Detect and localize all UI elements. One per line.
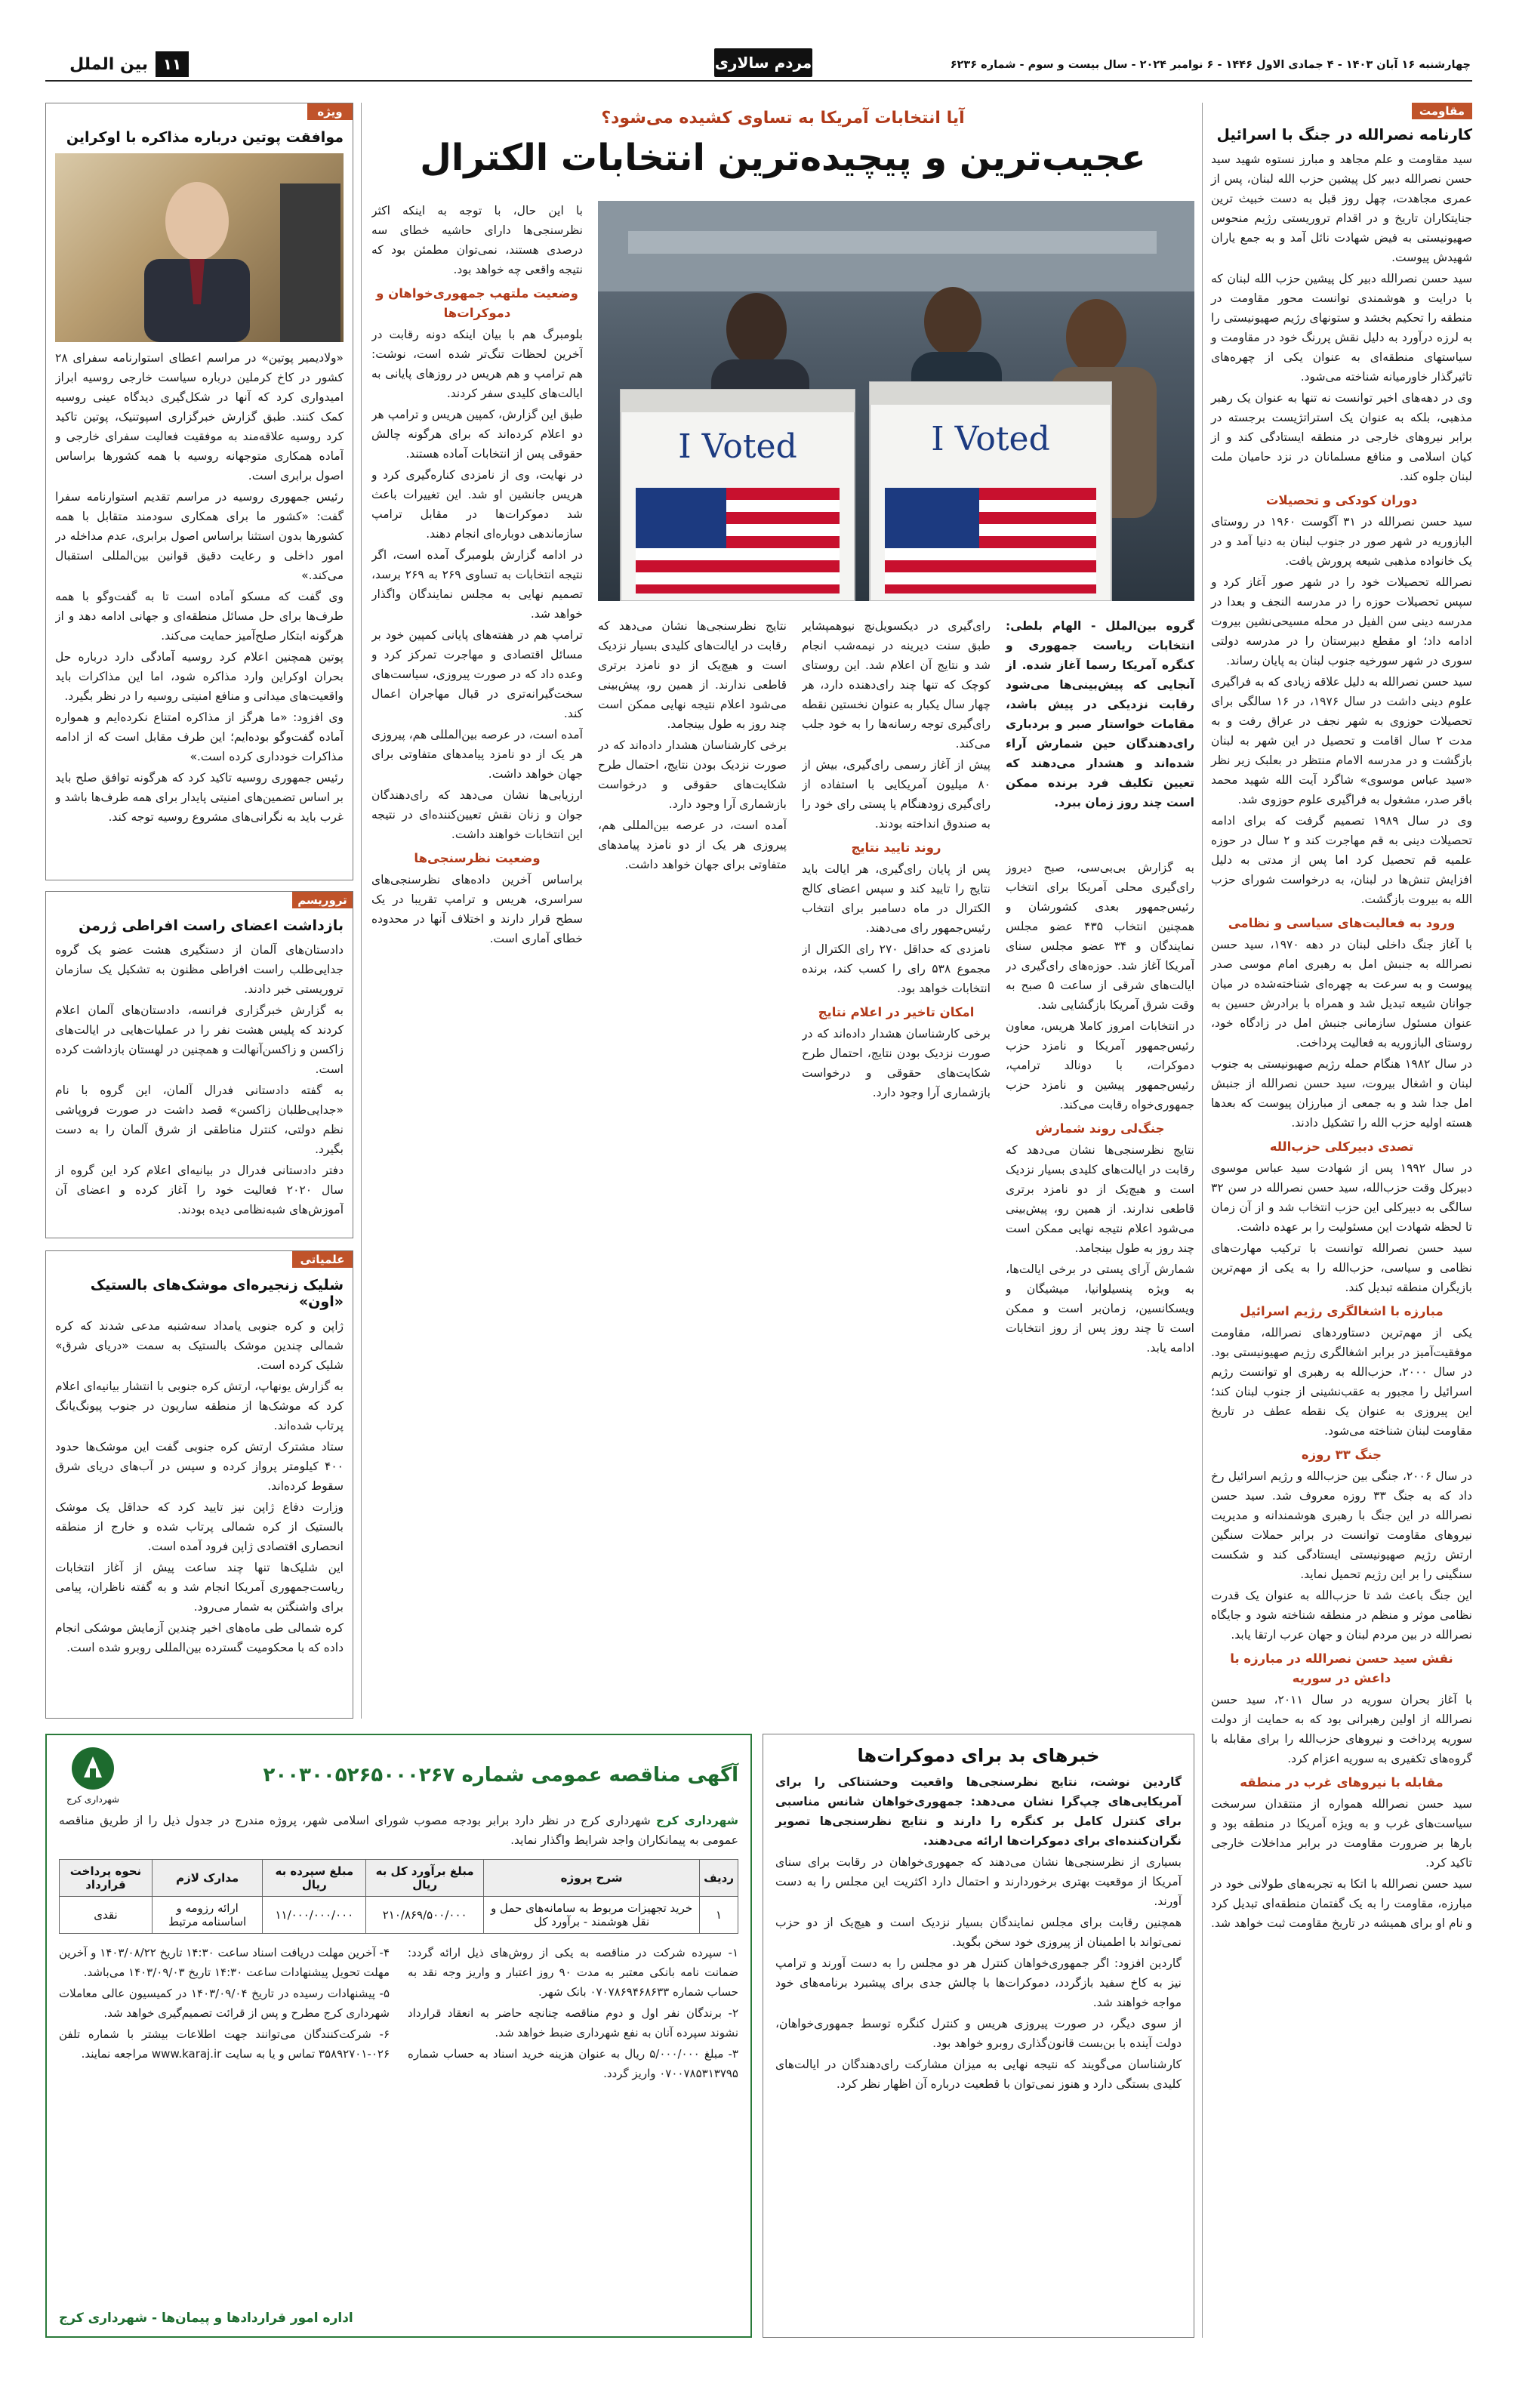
paragraph: «ولادیمیر پوتین» در مراسم اعطای استوارنامه سفرای ۲۸ کشور در کاخ کرملین درباره سیاست خارجی روسیه ابراز امیدواری کرد که آنها در شکل‌گیری دیدگاه عینی روسیه کمک کنند. طبق گزارش خبرگزاری اسپوتنیک، پوتین تاکید کرد روسیه علاقه‌مند به موفقیت فعالیت سفرای خارجی و آماده همکاری متوجهانه روسیه با همه کشورها براساس اصول برابری است. <box>55 351 344 483</box>
section-tag: ویژه <box>307 103 353 120</box>
karaj-logo <box>59 1746 127 1805</box>
tender-title: آگهی مناقصه عمومی شماره ۲۰۰۳۰۰۵۲۶۵۰۰۰۲۶۷ <box>263 1764 738 1787</box>
table-cell: خرید تجهیزات مربوط به سامانه‌های حمل و نقل هوشمند - برآورد کل <box>483 1897 699 1934</box>
tender-notes <box>59 1943 738 2083</box>
paragraph: یکی از مهم‌ترین دستاوردهای نصرالله، مقاومت موفقیت‌آمیز در برابر اشغالگری رژیم صهیونیستی بود. در سال ۲۰۰۰، حزب‌الله به رهبری او توانست رژیم اسرائیل را مجبور به عقب‌نشینی از جنوب لبنان کند؛ این پیروزی به عنوان یک نقطه عطف در تاریخ مقاومت لبنان شناخته می‌شود. <box>1211 1326 1472 1438</box>
paragraph: با آغاز جنگ داخلی لبنان در دهه ۱۹۷۰، سید حسن نصرالله به جنبش امل به رهبری امام موسی صدر پیوست و به سرعت به چهره‌ای شناخته‌شده در میان جوانان شیعه تبدیل شد و همراه با برادرش حسین به عنوان مسئول سازمانی جنبش امل در زادگاه خود، روستای البازوریه به فعالیت پرداخت. <box>1211 938 1472 1050</box>
subheading: جنگ‌لی روند شمارش <box>1035 1121 1165 1136</box>
tender-note: ۲- برندگان نفر اول و دوم مناقصه چنانچه حاضر به انعقاد قرارداد نشوند سپرده آنان به نفع شهرداری ضبط خواهد شد. <box>408 2006 738 2040</box>
subheading: جنگ ۳۳ روزه <box>1301 1448 1382 1462</box>
story-title: بازداشت اعضای راست افراطی ژرمن <box>79 917 344 934</box>
paragraph: پیش از آغاز رسمی رای‌گیری، بیش از ۸۰ میلیون آمریکایی با استفاده از رای‌گیری زودهنگام یا پستی رای خود را به صندوق انداخته بودند. <box>802 758 991 831</box>
subheading: امکان تاخیر در اعلام نتایج <box>818 1005 975 1019</box>
tender-note: ۶- شرکت‌کنندگان می‌توانند جهت اطلاعات بیشتر با شماره تلفن ۰۲۶-۳۵۸۹۲۷۰۱ تماس و یا به سایت www.karaj.ir مراجعه نمایند. <box>59 2027 390 2061</box>
column-header: ردیف <box>700 1860 738 1897</box>
story-title: شلیک زنجیره‌ای موشک‌های بالستیک «اون» <box>90 1277 344 1310</box>
page-number: ۱۱ <box>156 51 189 77</box>
paragraph: به گزارش بی‌بی‌سی، صبح دیروز رای‌گیری محلی آمریکا برای انتخاب رئیس‌جمهور بعدی کشورشان و همچنین انتخاب ۴۳۵ عضو مجلس نمایندگان و ۳۴ عضو مجلس سنای آمریکا آغاز شد. حوزه‌های رای‌گیری در ایالت‌های شرقی از ساعت ۵ صبح به وقت شرق آمریکا بازگشایی شد. <box>1006 861 1194 1012</box>
paragraph: سید حسن نصرالله توانست با ترکیب مهارت‌های نظامی و سیاسی، حزب‌الله را به یکی از مهم‌ترین بازیگران منطقه تبدیل کند. <box>1211 1241 1472 1294</box>
table-cell: ۱ <box>700 1897 738 1934</box>
article-column-d <box>598 616 787 1734</box>
paragraph: این شلیک‌ها تنها چند ساعت پیش از آغاز انتخابات ریاست‌جمهوری آمریکا انجام شد و به گفته ناظران، پیامی برای واشنگتن به شمار می‌رود. <box>55 1561 344 1614</box>
paragraph: شمارش آرای پستی در برخی ایالت‌ها، به ویژه پنسیلوانیا، میشیگان و ویسکانسین، زمان‌بر است و ممکن است تا چند روز پس از روز انتخابات ادامه یابد. <box>1006 1263 1194 1355</box>
paragraph: به گزارش خبرگزاری فرانسه، دادستان‌های آلمان اعلام کردند که پلیس هشت نفر را در عملیات‌هایی در ایالت‌های زاکسن و زاکسن‌آنهالت و همچنین در لهستان بازداشت کرده است. <box>55 1004 344 1076</box>
paragraph: دفتر دادستانی فدرال در بیانیه‌ای اعلام کرد این گروه از سال ۲۰۲۰ فعالیت خود را آغاز کرده و اعضای آن آموزش‌های شبه‌نظامی دیده بودند. <box>55 1164 344 1216</box>
paragraph: آمده است، در عرصه بین‌المللی هم، پیروزی هر یک از دو نامزد پیامدهای متفاوتی برای جهان خواهد داشت. <box>371 728 583 781</box>
paragraph: براساس آخرین داده‌های نظرسنجی‌های سراسری، هریس و ترامپ تقریبا در یک سطح قرار دارند و اختلاف آنها در محدوده خطای آماری است. <box>371 873 583 945</box>
section-name: بین الملل <box>69 54 148 74</box>
paragraph: کارشناسان می‌گویند که نتیجه نهایی به میزان مشارکت رای‌دهندگان در ایالت‌های کلیدی بستگی دارد و هنوز نمی‌توان با قطعیت درباره آن اظهار نظر کرد. <box>775 2058 1182 2091</box>
column-header: مبلغ برآورد کل به ریال <box>366 1860 484 1897</box>
table-cell: ۱۱/۰۰۰/۰۰۰/۰۰۰ <box>263 1897 366 1934</box>
paragraph: به گفته دادستانی فدرال آلمان، این گروه با نام «جدایی‌طلبان زاکسن» قصد داشت در صورت فروپاشی نظم دولتی، کنترل مناطقی از شرق آلمان را به دست بگیرد. <box>55 1084 344 1156</box>
paragraph: وزارت دفاع ژاپن نیز تایید کرد که حداقل یک موشک بالستیک از کره شمالی پرتاب شده و خارج از منطقه انحصاری اقتصادی ژاپن فرود آمده است. <box>55 1500 344 1553</box>
right-column <box>1211 103 1472 2338</box>
subheading: مقابله با نیروهای غرب در منطقه <box>1240 1775 1444 1790</box>
paragraph: در سال ۱۹۹۲ پس از شهادت سید عباس موسوی دبیرکل وقت حزب‌الله، سید حسن نصرالله در سن ۳۲ سالگی به دبیرکلی این حزب انتخاب شد و از آن زمان تا لحظه شهادت این مسئولیت را بر عهده داشت. <box>1211 1161 1472 1234</box>
paragraph: وی در دهه‌های اخیر توانست نه تنها به عنوان یک رهبر مذهبی، بلکه به عنوان یک استراتژیست برجسته در برابر نیروهای خارجی در منطقه ایستادگی کند و از کیان اسلامی و منافع مسلمانان در نزد حامیان ملت لبنان جلوه کند. <box>1211 391 1472 483</box>
table-row <box>60 1897 738 1934</box>
portrait-illustration <box>55 153 344 342</box>
paragraph: برخی کارشناسان هشدار داده‌اند که در صورت نزدیک بودن نتایج، احتمال طرح شکایت‌های حقوقی و درخواست بازشماری آرا وجود دارد. <box>802 1027 991 1099</box>
paragraph: این جنگ باعث شد تا حزب‌الله به عنوان یک قدرت نظامی موثر و منظم در منطقه شناخته شود و جایگاه نصرالله در بین مردم لبنان و جهان عرب ارتقا یابد. <box>1211 1589 1472 1642</box>
section-label <box>45 51 189 77</box>
paragraph: سید مقاومت و علم مجاهد و مبارز نستوه شهید سید حسن نصرالله دبیر کل پیشین حزب الله لبنان، پس از عمری مجاهدت، چهل روز قبل به دست خبیث ترین جنایتکاران تاریخ و در اقدام تروریستی رژیم منحوس صهیونیستی به فیض شهادت نائل آمد و به جمع یاران شهیدش پیوست. <box>1211 153 1472 264</box>
story-body <box>55 348 344 846</box>
tender-note: ۳- مبلغ ۵/۰۰۰/۰۰۰ ریال به عنوان هزینه خرید اسناد به حساب شماره ۰۷۰۰۷۸۵۳۱۳۷۹۵ واریز گردد. <box>408 2047 738 2080</box>
tender-intro <box>59 1811 738 1850</box>
paragraph: نامزدی که حداقل ۲۷۰ رای الکترال از مجموع ۵۳۸ رای را کسب کند، برنده انتخابات خواهد بود. <box>802 942 991 995</box>
tender-ad <box>45 1734 752 2338</box>
story-body <box>1211 150 1472 1933</box>
tender-note: ۴- آخرین مهلت دریافت اسناد ساعت ۱۴:۳۰ تاریخ ۱۴۰۳/۰۸/۲۲ و آخرین مهلت تحویل پیشنهادات ساعت ۱۴:۳۰ تاریخ ۱۴۰۳/۰۹/۰۳ می‌باشد. <box>59 1946 390 1979</box>
box-lead: گاردین نوشت، نتایج نظرسنجی‌ها واقعیت وحشتناکی را برای آمریکایی‌های چپ‌گرا نشان می‌دهد: جمهوری‌خواهان شانس مناسبی برای کنترل کامل بر کنگره را دارند و نتایج نظرسنجی‌ها تصویر نگران‌کننده‌ای برای دموکرات‌ها ارائه می‌دهند. <box>775 1775 1182 1848</box>
masthead <box>0 0 1516 76</box>
paragraph: در انتخابات امروز کاملا هریس، معاون رئیس‌جمهور آمریکا و نامزد حزب دموکرات، با دونالد ترامپ، رئیس‌جمهور پیشین و نامزد حزب جمهوری‌خواه رقابت می‌کند. <box>1006 1019 1194 1112</box>
paragraph: نصرالله تحصیلات خود را در شهر صور آغاز کرد و سپس تحصیلات حوزه را در مدرسه النجف و بعدا در مدرسه دینی سن الفیل در محله مسیحی‌نشین بیروت ادامه داد؛ او مقطع دبیرستان را در مدرسه دولتی سوری در شهر سورخیه جنوب لبنان به پایان رساند. <box>1211 575 1472 668</box>
germany-story <box>45 891 353 1238</box>
paragraph: پوتین همچنین اعلام کرد روسیه آمادگی دارد درباره حل بحران اوکراین وارد مذاکره شود، اما این مذاکرات باید واقعیت‌های میدانی و منافع امنیتی روسیه را در نظر بگیرد. <box>55 650 344 703</box>
lead-paragraph: گروه بین‌الملل - الهام بلطی: انتخابات ریاست جمهوری و کنگره آمریکا رسما آغاز شده. از آنجایی که پیش‌بینی‌ها می‌شود رقابت نزدیکی در پیش باشد، مقامات خواستار صبر و بردباری رای‌دهندگان حین شمارش آراء شده‌اند و هشدار می‌دهند که تعیین تکلیف فرد برنده ممکن است چند روز زمان ببرد. <box>1006 619 1194 809</box>
tender-intro-text: شهرداری کرج در نظر دارد برابر بودجه مصوب شورای اسلامی شهر، پروژه مندرج در جدول ذیل را از طریق مناقصه عمومی به پیمانکاران واجد شرایط واگذار نماید. <box>59 1814 738 1847</box>
logo-caption: شهرداری کرج <box>66 1794 119 1805</box>
democrats-box <box>763 1734 1194 2338</box>
paragraph: نتایج نظرسنجی‌ها نشان می‌دهد که رقابت در ایالت‌های کلیدی بسیار نزدیک است و هیچ‌یک از دو نامزد برتری قاطعی ندارند. از همین رو، پیش‌بینی می‌شود اعلام نتیجه نهایی ممکن است چند روز به طول بینجامد. <box>598 619 787 731</box>
column-header: نحوه پرداخت قرارداد <box>60 1860 153 1897</box>
paragraph: پس از پایان رای‌گیری، هر ایالت باید نتایج را تایید کند و سپس اعضای کالج الکترال در ماه دسامبر برای انتخاب رئیس‌جمهور رای می‌دهند. <box>802 862 991 935</box>
article-column-b <box>802 616 991 1734</box>
subheading: نقش سید حسن نصرالله در مبارزه با داعش در سوریه <box>1230 1651 1453 1685</box>
subheading: تصدی دبیرکلی حزب‌الله <box>1269 1139 1414 1154</box>
north-korea-story <box>45 1250 353 1719</box>
paragraph: سید حسن نصرالله دبیر کل پیشین حزب الله لبنان که با درایت و هوشمندی توانست محور مقاومت در منطقه را تحکیم بخشد و ستونهای رژیم صهیونیستی را به لرزه درآورد به دلیل نقش پررنگ خود در مقاومت و سیاستهای منطقه‌ای به عنوان یکی از چهره‌های تاثیرگذار خاورمیانه شناخته می‌شود. <box>1211 272 1472 384</box>
date-line: چهارشنبه ۱۶ آبان ۱۴۰۳ - ۴ جمادی الاول ۱۴۴۶ - ۶ نوامبر ۲۰۲۴ - سال بیست و سوم - شماره ۶۲۳۶ <box>950 59 1471 71</box>
article-column-c <box>371 201 583 1734</box>
tender-footer: اداره امور قراردادها و پیمان‌ها - شهرداری کرج <box>59 2311 353 2326</box>
story-body <box>55 940 344 1219</box>
voting-booths-illustration <box>598 201 1194 601</box>
newspaper-logo <box>714 48 812 77</box>
booth-sign-left: I Voted <box>678 427 797 466</box>
paragraph: در نهایت، وی از نامزدی کناره‌گیری کرد و هریس جانشین او شد. این تغییرات باعث شد دموکرات‌ها در مقابل ترامپ سازماندهی دوباره‌ای انجام دهند. <box>371 468 583 541</box>
paragraph: در سال ۱۹۸۲ هنگام حمله رژیم صهیونیستی به جنوب لبنان و اشغال بیروت، سید حسن نصرالله از جنبش امل جدا شد و به جمعی از مبارزان پیوست که بعدها هسته اولیه حزب الله را تشکیل دادند. <box>1211 1057 1472 1130</box>
story-title: موافقت پوتین درباره مذاکره با اوکراین <box>66 129 344 146</box>
article-column-a <box>1006 858 1194 1734</box>
paragraph: وی در سال ۱۹۸۹ تصمیم گرفت که برای ادامه تحصیلات دینی به قم مهاجرت کند و ۲ سال در حوزه علمیه قم تحصیل کرد اما پس از مدتی به دلیل افزایش تنش‌ها در لبنان، به درخواست شورای حزب الله به بیروت بازگشت. <box>1211 814 1472 906</box>
box-title: خبرهای بد برای دموکرات‌ها <box>857 1745 1100 1766</box>
paragraph: در ادامه گزارش بلومبرگ آمده است، اگر نتیجه انتخابات به تساوی ۲۶۹ به ۲۶۹ برسد، تصمیم نهایی به مجلس نمایندگان واگذار خواهد شد. <box>371 548 583 621</box>
paragraph: گاردین افزود: اگر جمهوری‌خواهان کنترل هر دو مجلس را به دست آورند و ترامپ نیز به کاخ سفید بازگردد، دموکرات‌ها با چالش جدی برای پیشبرد برنامه‌های خود مواجه خواهند شد. <box>775 1956 1182 2009</box>
subheading: مبارزه با اشغالگری رژیم اسرائیل <box>1240 1304 1444 1318</box>
booth-sign-right: I Voted <box>931 420 1050 458</box>
paragraph: ترامپ هم در هفته‌های پایانی کمپین خود بر مسائل اقتصادی و مهاجرت تمرکز کرد و وعده داد که در صورت پیروزی، سیاست‌های سخت‌گیرانه‌تری در قبال مهاجران اعمال کند. <box>371 628 583 720</box>
paragraph: برخی کارشناسان هشدار داده‌اند که در صورت نزدیک بودن نتایج، احتمال طرح شکایت‌های حقوقی و درخواست بازشماری آرا وجود دارد. <box>598 738 787 811</box>
tender-note: ۱- سپرده شرکت در مناقصه به یکی از روش‌های ذیل ارائه گردد: ضمانت نامه بانکی معتبر به مدت ۹۰ روز اعتبار و واریز وجه نقد به حساب شماره ۰۷۰۷۸۶۹۴۶۸۶۳۳ بانک شهر. <box>408 1946 738 1999</box>
box-body <box>775 1772 1182 2094</box>
paragraph: سید حسن نصرالله به دلیل علاقه زیادی که به فراگیری علوم دینی داشت در سال ۱۹۷۶، در ۱۶ سالگی برای تحصیلات حوزوی به شهر نجف در عراق رفت و به مدت ۲ سال اقامت و تحصیل در این شهر به لبنان بازگشت و در مدرسه الامام منتظر در بعلبک زیر نظر «سید عباس موسوی» شاگرد آیت الله شهید محمد باقر صدر، مشغول به فراگیری علوم حوزوی شد. <box>1211 675 1472 806</box>
paragraph: رئیس جمهوری روسیه تاکید کرد که هرگونه توافق صلح باید بر اساس تضمین‌های امنیتی پایدار برای همه طرف‌ها باشد و غرب باید به نگرانی‌های مشروع روسیه توجه کند. <box>55 771 344 824</box>
tender-table <box>59 1859 738 1934</box>
column-divider <box>1202 103 1203 2338</box>
column-divider <box>361 103 362 1719</box>
kicker: آیا انتخابات آمریکا به تساوی کشیده می‌شود؟ <box>601 109 965 128</box>
paragraph: سید حسن نصرالله همواره از منتقدان سرسخت سیاست‌های غرب و به ویژه آمریکا در منطقه بود و بارها بر ضرورت مقاومت در برابر مداخلات خارجی تاکید کرد. <box>1211 1797 1472 1870</box>
paragraph: همچنین رقابت برای مجلس نمایندگان بسیار نزدیک است و هیچ‌یک از دو حزب نمی‌تواند با اطمینان از پیروزی خود سخن بگوید. <box>775 1916 1182 1949</box>
logo-text: مردم سالاری <box>714 54 812 72</box>
tender-note: ۵- پیشنهادات رسیده در تاریخ ۱۴۰۳/۰۹/۰۴ در کمیسیون عالی معاملات شهرداری کرج مطرح و پس از قرائت تصمیم‌گیری خواهد شد. <box>59 1987 390 2020</box>
paragraph: آمده است، در عرصه بین‌المللی هم، پیروزی هر یک از دو نامزد پیامدهای متفاوتی برای جهان خواهد داشت. <box>598 819 787 871</box>
paragraph: با آغاز بحران سوریه در سال ۲۰۱۱، سید حسن نصرالله از اولین رهبرانی بود که به حمایت از دولت سوریه پرداخت و نیروهای حزب‌الله را برای مقابله با گروه‌های تکفیری به سوریه اعزام کرد. <box>1211 1693 1472 1765</box>
column-header: مبلغ سپرده به ریال <box>263 1860 366 1897</box>
column-header: شرح پروژه <box>483 1860 699 1897</box>
paragraph: در سال ۲۰۰۶، جنگی بین حزب‌الله و رژیم اسرائیل رخ داد که به جنگ ۳۳ روزه معروف شد. سید حسن نصرالله در این جنگ با رهبری هوشمندانه و مدیریت نیروهای مقاومت توانست در برابر حملات سنگین ارتش رژیم صهیونیستی ایستادگی کند و شکست سنگینی را بر این رژیم تحمیل نماید. <box>1211 1469 1473 1581</box>
tender-org: شهرداری کرج <box>655 1814 739 1827</box>
municipality-emblem-icon <box>70 1746 116 1791</box>
subheading: وضعیت ملتهب جمهوری‌خواهان و دموکرات‌ها <box>376 286 578 320</box>
paragraph: بلومبرگ هم با بیان اینکه دونه رقابت در آخرین لحظات تنگ‌تر شده است، نوشت: هم ترامپ و هم هریس در روزهای پایانی به ایالت‌های کلیدی سفر کردند. <box>371 328 583 400</box>
paragraph: با این حال، با توجه به اینکه اکثر نظرسنجی‌ها دارای حاشیه خطای سه درصدی هستند، نمی‌توان مطمئن بود که نتیجه واقعی چه خواهد بود. <box>371 204 583 276</box>
putin-story <box>45 103 353 880</box>
article-lead-column <box>1006 616 1194 814</box>
paragraph: وی افزود: «ما هرگز از مذاکره امتناع نکرده‌ایم و همواره آماده گفت‌وگو بوده‌ایم؛ این طرف مقابل است که از ادامه مذاکرات خودداری کرده است.» <box>55 711 344 763</box>
story-body <box>55 1316 344 1716</box>
paragraph: کره شمالی طی ماه‌های اخیر چندین آزمایش موشکی انجام داده که با محکومیت گسترده بین‌المللی روبرو شده است. <box>55 1621 344 1654</box>
section-tag: تروریسم <box>292 892 353 908</box>
story-title: کارنامه نصرالله در جنگ با اسرائیل <box>1216 125 1472 143</box>
section-tag: مقاومت <box>1412 103 1472 119</box>
lead-story <box>371 103 1194 1734</box>
paragraph: ستاد مشترک ارتش کره جنوبی گفت این موشک‌ها حدود ۴۰۰ کیلومتر پرواز کرده و سپس در آب‌های دریای شرق سقوط کرده‌اند. <box>55 1440 344 1493</box>
paragraph: طبق این گزارش، کمپین هریس و ترامپ هر دو اعلام کرده‌اند که برای هرگونه چالش حقوقی پس از انتخابات آماده هستند. <box>371 408 583 461</box>
paragraph: سید حسن نصرالله با اتکا به تجربه‌های طولانی خود در مبارزه، مقاومت را به یک گفتمان منطقه‌ای تبدیل کرد و نام او برای همیشه در تاریخ مقاومت ثبت خواهد شد. <box>1210 1877 1472 1930</box>
paragraph: ارزیابی‌ها نشان می‌دهد که رای‌دهندگان جوان و زنان نقش تعیین‌کننده‌ای در نتیجه این انتخابات خواهند داشت. <box>371 788 583 841</box>
table-header-row <box>60 1860 738 1897</box>
election-photo <box>598 201 1194 601</box>
paragraph: رای‌گیری در دیکسویل‌نچ نیوهمپشایر طبق سنت دیرینه در نیمه‌شب انجام شد و نتایج آن اعلام شد. این روستای کوچک که تنها چند رای‌دهنده دارد، هر چهار سال یکبار به عنوان نخستین نقطه رای‌گیری توجه رسانه‌ها را به خود جلب می‌کند. <box>802 619 991 751</box>
subheading: وضعیت نظرسنجی‌ها <box>414 851 541 865</box>
paragraph: نتایج نظرسنجی‌ها نشان می‌دهد که رقابت در ایالت‌های کلیدی بسیار نزدیک است و هیچ‌یک از دو نامزد برتری قاطعی ندارند. از همین رو، پیش‌بینی می‌شود اعلام نتیجه نهایی ممکن است چند روز به طول بینجامد. <box>1006 1143 1194 1255</box>
paragraph: دادستان‌های آلمان از دستگیری هشت عضو یک گروه جدایی‌طلب راست افراطی مظنون به تشکیل یک سازمان تروریستی خبر دادند. <box>55 943 344 996</box>
paragraph: ژاپن و کره جنوبی یامداد سه‌شنبه مدعی شدند که کره شمالی چندین موشک بالستیک به سمت «دریای شرق» شلیک کرده است. <box>55 1319 344 1372</box>
paragraph: رئیس جمهوری روسیه در مراسم تقدیم استوارنامه سفرا گفت: «کشور ما برای همکاری سودمند متقابل با همه کشورها بدون استثنا براساس اصول برابری، عدم مداخله در امور داخلی و رعایت دقیق قوانین بین‌المللی استقبال می‌کند.» <box>55 490 344 582</box>
masthead-rule <box>45 80 1472 82</box>
subheading: روند تایید نتایج <box>851 840 941 855</box>
section-tag: علمیاتی <box>292 1251 353 1268</box>
subheading: ورود به فعالیت‌های سیاسی و نظامی <box>1228 916 1456 930</box>
column-header: مدارک لازم <box>152 1860 262 1897</box>
table-cell: ۲۱۰/۸۶۹/۵۰۰/۰۰۰ <box>366 1897 484 1934</box>
table-cell: ارائه رزومه و اساسنامه مرتبط <box>152 1897 262 1934</box>
putin-photo <box>55 153 344 342</box>
paragraph: از سوی دیگر، در صورت پیروزی هریس و کنترل کنگره توسط جمهوری‌خواهان، دولت آینده با بن‌بست قانون‌گذاری روبرو خواهد بود. <box>775 2017 1182 2050</box>
paragraph: به گزارش یونهاپ، ارتش کره جنوبی با انتشار بیانیه‌ای اعلام کرد که موشک‌ها از منطقه ساریون در جنوب پیونگ‌یانگ پرتاب شده‌اند. <box>55 1380 344 1432</box>
headline: عجیب‌ترین و پیچیده‌ترین انتخابات الکترال <box>420 137 1146 179</box>
table-cell: نقدی <box>60 1897 153 1934</box>
paragraph: سید حسن نصرالله در ۳۱ آگوست ۱۹۶۰ در روستای البازوریه در شهر صور در جنوب لبنان به دنیا آمد و در یک خانواده مذهبی شیعه پرورش یافت. <box>1211 515 1472 568</box>
paragraph: وی گفت که مسکو آماده است تا به گفت‌وگو با همه طرف‌ها برای حل مسائل منطقه‌ای و جهانی ادامه دهد و از هرگونه ابتکار صلح‌آمیز حمایت می‌کند. <box>55 590 344 643</box>
paragraph: بسیاری از نظرسنجی‌ها نشان می‌دهند که جمهوری‌خواهان در رقابت برای سنای آمریکا از موقعیت بهتری برخوردارند و احتمال دارد اکثریت این مجلس را به دست آورند. <box>775 1855 1182 1908</box>
subheading: دوران کودکی و تحصیلات <box>1265 493 1418 507</box>
